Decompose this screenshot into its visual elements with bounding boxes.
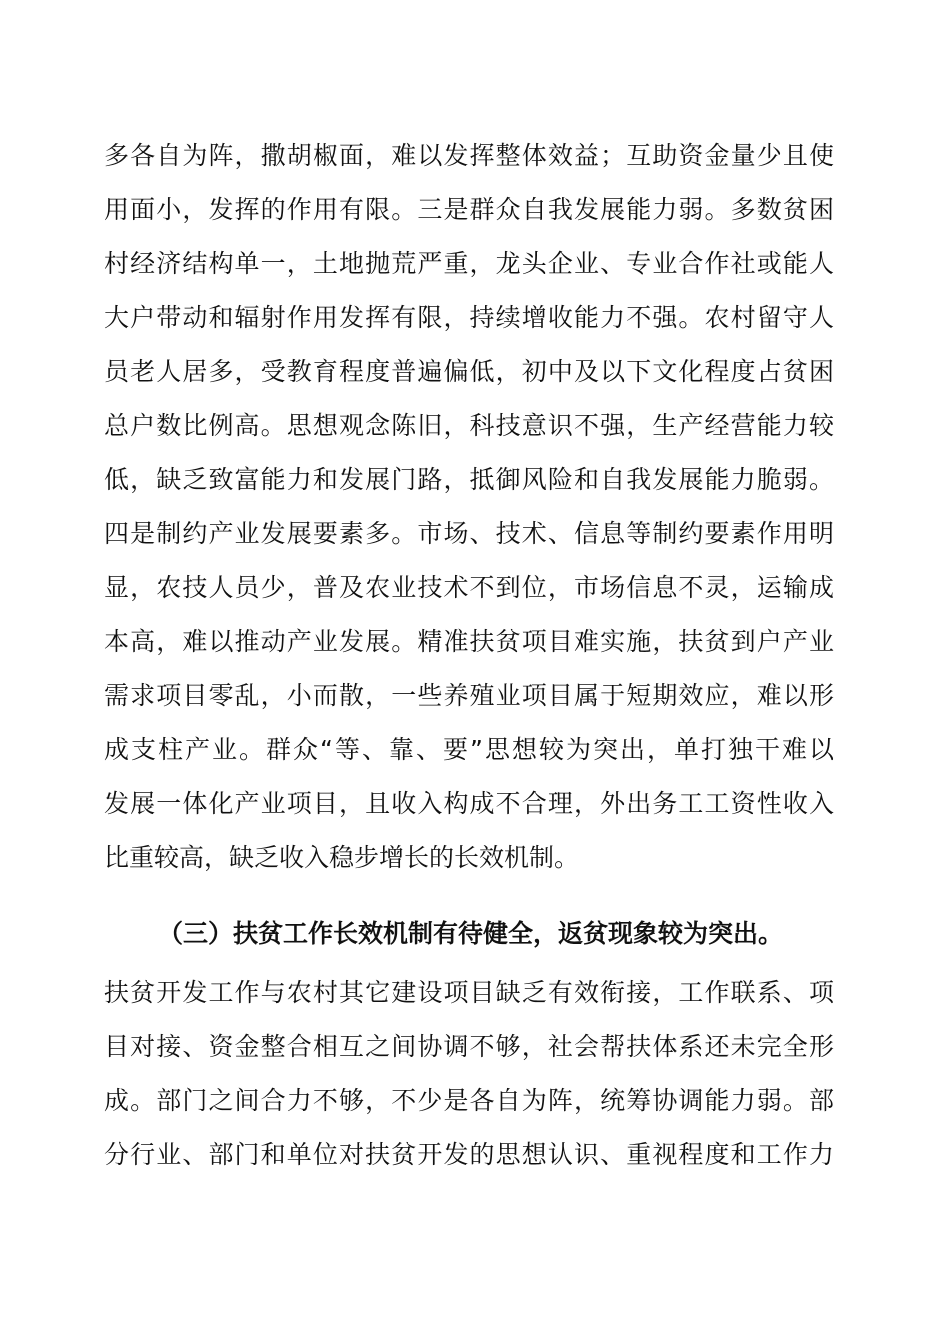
paragraph-line: 员老人居多，受教育程度普遍偏低，初中及以下文化程度占贫困 bbox=[104, 357, 834, 386]
paragraph-line: 成。部门之间合力不够，不少是各自为阵，统筹协调能力弱。部 bbox=[104, 1086, 834, 1115]
paragraph-line: 成支柱产业。群众“等、靠、要”思想较为突出，单打独干难以 bbox=[104, 735, 834, 764]
paragraph-line: 总户数比例高。思想观念陈旧，科技意识不强，生产经营能力较 bbox=[104, 411, 834, 440]
paragraph-line: 大户带动和辐射作用发挥有限，持续增收能力不强。农村留守人 bbox=[104, 303, 834, 332]
paragraph-line: 比重较高，缺乏收入稳步增长的长效机制。 bbox=[104, 843, 580, 872]
paragraph-line: 分行业、部门和单位对扶贫开发的思想认识、重视程度和工作力 bbox=[104, 1140, 834, 1169]
paragraph-line: 村经济结构单一，土地抛荒严重，龙头企业、专业合作社或能人 bbox=[104, 249, 834, 278]
paragraph-line: 四是制约产业发展要素多。市场、技术、信息等制约要素作用明 bbox=[104, 519, 834, 548]
paragraph-line: 用面小，发挥的作用有限。三是群众自我发展能力弱。多数贫困 bbox=[104, 195, 834, 224]
paragraph-line: 扶贫开发工作与农村其它建设项目缺乏有效衔接，工作联系、项 bbox=[104, 978, 834, 1007]
section-heading: （三）扶贫工作长效机制有待健全，返贫现象较为突出。 bbox=[158, 919, 784, 948]
paragraph-line: 多各自为阵，撒胡椒面，难以发挥整体效益；互助资金量少且使 bbox=[104, 141, 834, 170]
paragraph-line: 本高，难以推动产业发展。精准扶贫项目难实施，扶贫到户产业 bbox=[104, 627, 834, 656]
paragraph-line: 发展一体化产业项目，且收入构成不合理，外出务工工资性收入 bbox=[104, 789, 834, 818]
paragraph-line: 需求项目零乱，小而散，一些养殖业项目属于短期效应，难以形 bbox=[104, 681, 834, 710]
paragraph-line: 显，农技人员少，普及农业技术不到位，市场信息不灵，运输成 bbox=[104, 573, 834, 602]
paragraph-2 bbox=[104, 966, 834, 1182]
paragraph-line: 目对接、资金整合相互之间协调不够，社会帮扶体系还未完全形 bbox=[104, 1032, 834, 1061]
paragraph-1 bbox=[104, 129, 834, 885]
paragraph-line: 低，缺乏致富能力和发展门路，抵御风险和自我发展能力脆弱。 bbox=[104, 465, 834, 494]
